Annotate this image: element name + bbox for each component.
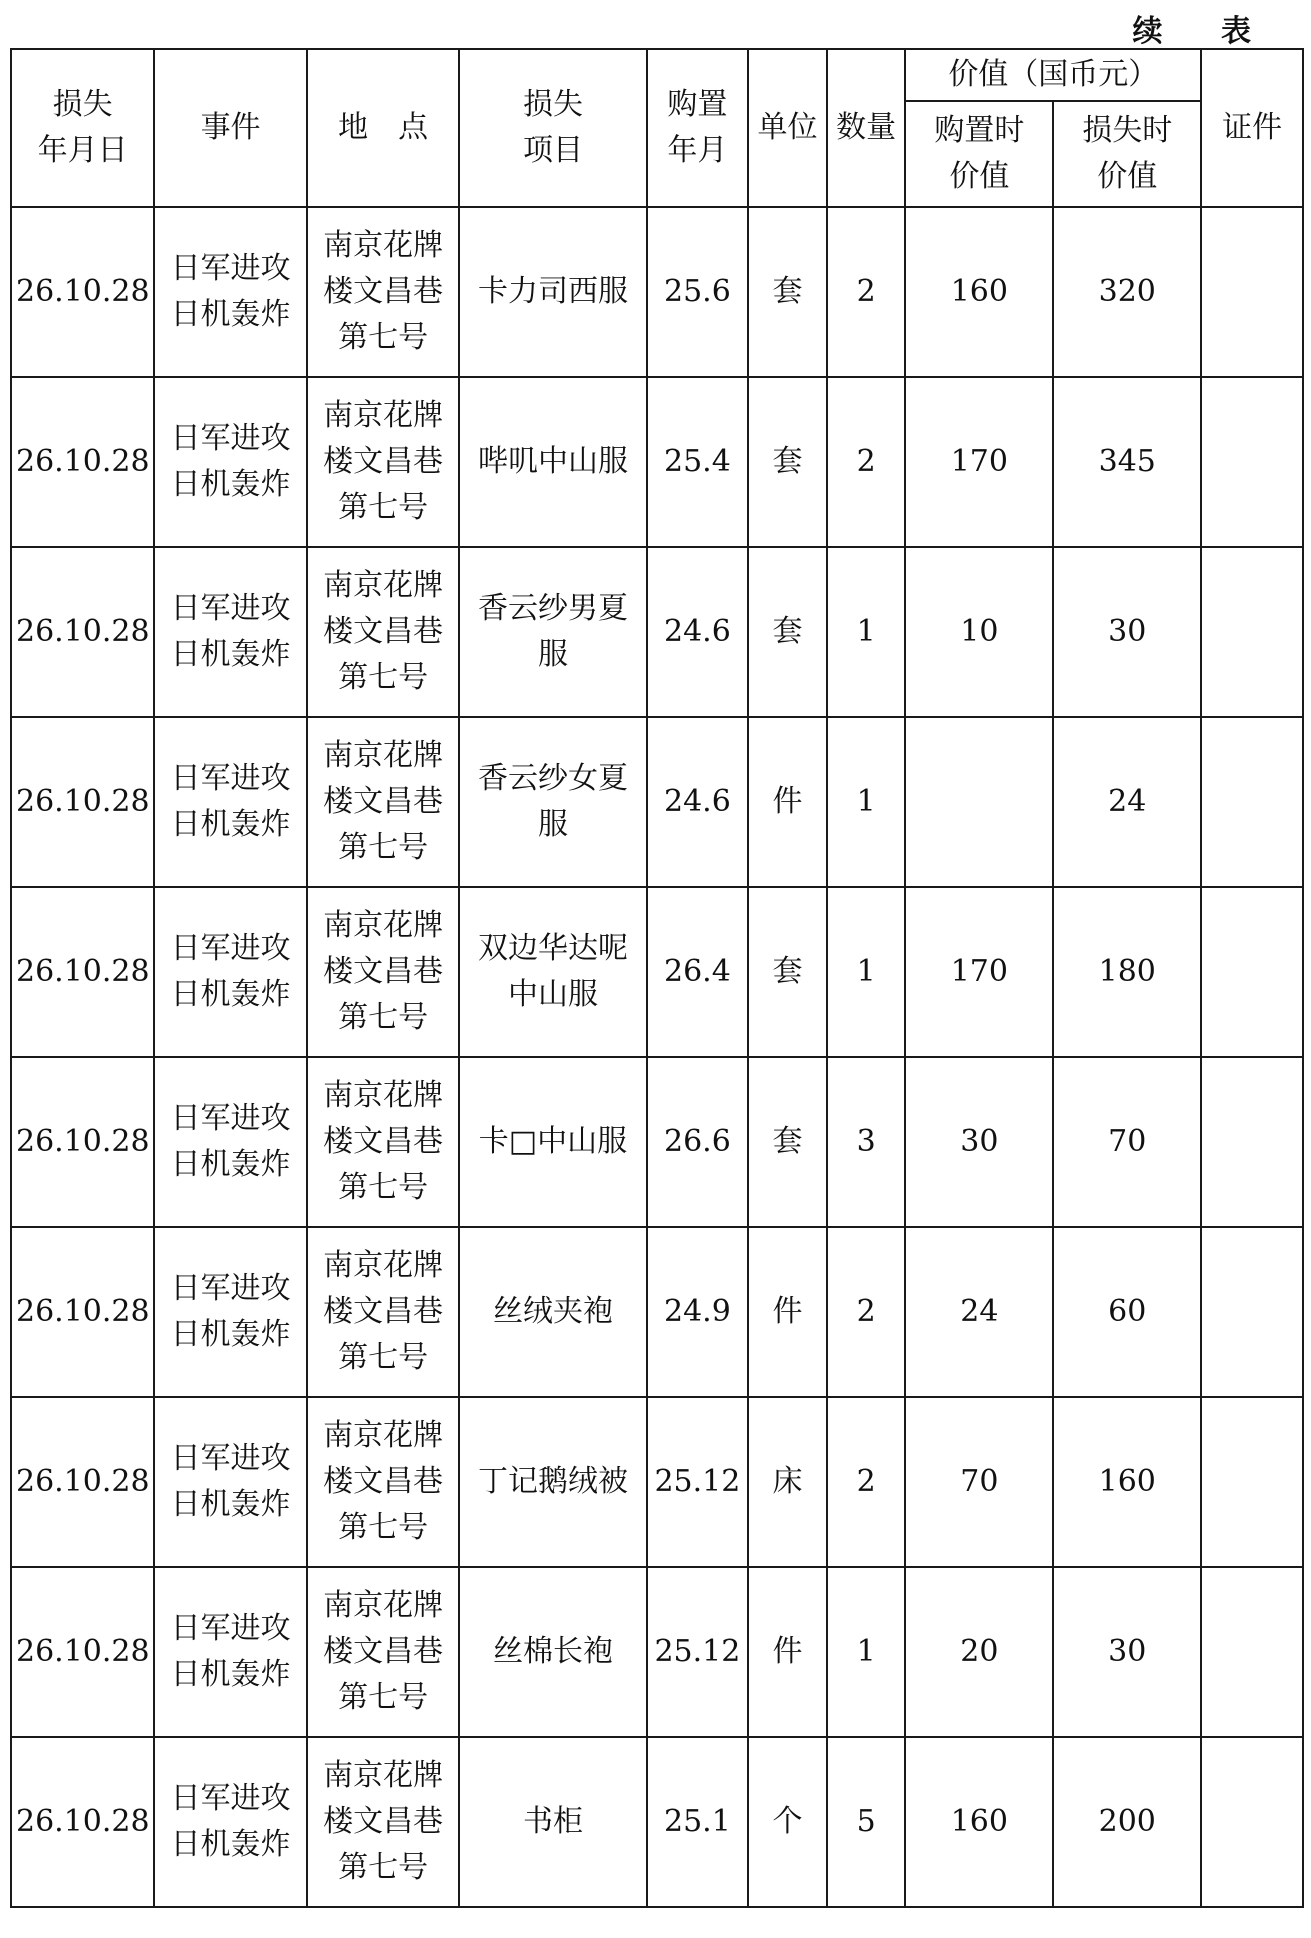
proof-cell [1201, 207, 1303, 377]
value-at-purchase-cell: 24 [905, 1227, 1053, 1397]
event-line: 日机轰炸 [170, 1317, 291, 1352]
value-at-loss-cell: 30 [1053, 1567, 1201, 1737]
quantity-cell: 2 [827, 1227, 906, 1397]
table-row [11, 207, 1303, 377]
place-line: 第七号 [338, 830, 429, 865]
purchase-date-cell: 25.4 [647, 377, 749, 547]
event-cell [154, 1057, 307, 1227]
place-line: 第七号 [338, 1170, 429, 1205]
event-cell [154, 1397, 307, 1567]
place-cell [307, 207, 460, 377]
event-line: 日机轰炸 [170, 637, 291, 672]
place-cell [307, 887, 460, 1057]
header-quantity: 数量 [827, 49, 906, 207]
table-row [11, 1057, 1303, 1227]
event-line: 日军进攻 [170, 931, 291, 966]
table-row [11, 1737, 1303, 1907]
value-at-purchase-cell: 170 [905, 887, 1053, 1057]
item-line: 卡力司西服 [477, 274, 628, 309]
value-at-purchase-cell: 160 [905, 1737, 1053, 1907]
event-line: 日机轰炸 [170, 977, 291, 1012]
loss-item-cell [459, 1057, 646, 1227]
place-line: 楼文昌巷 [323, 784, 444, 819]
quantity-cell: 1 [827, 1567, 906, 1737]
item-line: 哔叽中山服 [477, 444, 628, 479]
table-row [11, 377, 1303, 547]
event-line: 日军进攻 [170, 1781, 291, 1816]
header-unit: 单位 [748, 49, 827, 207]
quantity-cell: 1 [827, 547, 906, 717]
item-line: 中山服 [507, 977, 598, 1012]
quantity-cell: 5 [827, 1737, 906, 1907]
place-line: 南京花牌 [323, 568, 444, 603]
table-row [11, 547, 1303, 717]
purchase-date-cell: 25.12 [647, 1567, 749, 1737]
event-cell [154, 1227, 307, 1397]
place-cell [307, 377, 460, 547]
event-line: 日军进攻 [170, 1271, 291, 1306]
place-cell [307, 1227, 460, 1397]
value-at-loss-cell: 60 [1053, 1227, 1201, 1397]
event-cell [154, 1567, 307, 1737]
event-line: 日机轰炸 [170, 467, 291, 502]
loss-date-cell: 26.10.28 [11, 1567, 154, 1737]
value-at-loss-cell: 320 [1053, 207, 1201, 377]
item-line: 卡□中山服 [478, 1124, 628, 1159]
event-line: 日机轰炸 [170, 1147, 291, 1182]
loss-item-cell [459, 1397, 646, 1567]
item-line: 服 [537, 637, 568, 672]
place-cell [307, 1057, 460, 1227]
event-cell [154, 887, 307, 1057]
place-line: 第七号 [338, 320, 429, 355]
quantity-cell: 3 [827, 1057, 906, 1227]
loss-item-cell [459, 377, 646, 547]
header-place: 地 点 [307, 49, 460, 207]
item-line: 双边华达呢 [477, 931, 628, 966]
place-cell [307, 1737, 460, 1907]
unit-cell: 件 [748, 1227, 827, 1397]
event-line: 日军进攻 [170, 421, 291, 456]
place-line: 楼文昌巷 [323, 1294, 444, 1329]
item-line: 香云纱女夏 [477, 761, 628, 796]
place-line: 楼文昌巷 [323, 1804, 444, 1839]
header-event: 事件 [154, 49, 307, 207]
event-cell [154, 1737, 307, 1907]
value-at-purchase-cell: 70 [905, 1397, 1053, 1567]
place-line: 楼文昌巷 [323, 274, 444, 309]
header-purchase-date: 购置 年月 [647, 49, 749, 207]
loss-date-cell: 26.10.28 [11, 377, 154, 547]
place-line: 楼文昌巷 [323, 1464, 444, 1499]
event-line: 日机轰炸 [170, 807, 291, 842]
place-line: 南京花牌 [323, 398, 444, 433]
loss-date-cell: 26.10.28 [11, 887, 154, 1057]
place-line: 南京花牌 [323, 1758, 444, 1793]
purchase-date-cell: 25.6 [647, 207, 749, 377]
header-loss-date: 损失 年月日 [11, 49, 154, 207]
event-line: 日机轰炸 [170, 1657, 291, 1692]
loss-item-cell [459, 1227, 646, 1397]
quantity-cell: 1 [827, 717, 906, 887]
item-line: 丝绒夹袍 [492, 1294, 613, 1329]
loss-item-cell [459, 717, 646, 887]
place-line: 第七号 [338, 1510, 429, 1545]
table-header [11, 49, 1303, 207]
event-line: 日机轰炸 [170, 1487, 291, 1522]
place-line: 楼文昌巷 [323, 614, 444, 649]
place-line: 第七号 [338, 1680, 429, 1715]
event-line: 日军进攻 [170, 251, 291, 286]
place-cell [307, 717, 460, 887]
value-at-loss-cell: 200 [1053, 1737, 1201, 1907]
loss-date-cell: 26.10.28 [11, 1737, 154, 1907]
place-line: 南京花牌 [323, 908, 444, 943]
unit-cell: 套 [748, 377, 827, 547]
place-cell [307, 547, 460, 717]
place-line: 第七号 [338, 660, 429, 695]
place-line: 第七号 [338, 490, 429, 525]
value-at-purchase-cell: 170 [905, 377, 1053, 547]
value-at-loss-cell: 24 [1053, 717, 1201, 887]
event-line: 日机轰炸 [170, 1827, 291, 1862]
continued-table-note: 续 表 [1132, 14, 1275, 49]
place-cell [307, 1397, 460, 1567]
value-at-loss-cell: 160 [1053, 1397, 1201, 1567]
header-value-at-purchase: 购置时 价值 [905, 101, 1053, 207]
value-at-purchase-cell: 20 [905, 1567, 1053, 1737]
loss-table [10, 48, 1304, 1908]
value-at-loss-cell: 30 [1053, 547, 1201, 717]
purchase-date-cell: 24.6 [647, 717, 749, 887]
purchase-date-cell: 24.9 [647, 1227, 749, 1397]
event-line: 日军进攻 [170, 591, 291, 626]
table-row [11, 887, 1303, 1057]
place-line: 南京花牌 [323, 228, 444, 263]
quantity-cell: 2 [827, 1397, 906, 1567]
proof-cell [1201, 377, 1303, 547]
loss-date-cell: 26.10.28 [11, 717, 154, 887]
place-line: 南京花牌 [323, 1418, 444, 1453]
event-cell [154, 547, 307, 717]
item-line: 书柜 [522, 1804, 583, 1839]
table-row [11, 1567, 1303, 1737]
unit-cell: 个 [748, 1737, 827, 1907]
table-row [11, 1227, 1303, 1397]
unit-cell: 套 [748, 547, 827, 717]
proof-cell [1201, 1737, 1303, 1907]
value-at-purchase-cell [905, 717, 1053, 887]
proof-cell [1201, 887, 1303, 1057]
proof-cell [1201, 717, 1303, 887]
unit-cell: 套 [748, 207, 827, 377]
loss-item-cell [459, 887, 646, 1057]
value-at-purchase-cell: 160 [905, 207, 1053, 377]
value-at-loss-cell: 70 [1053, 1057, 1201, 1227]
event-cell [154, 377, 307, 547]
value-at-loss-cell: 345 [1053, 377, 1201, 547]
loss-date-cell: 26.10.28 [11, 1227, 154, 1397]
unit-cell: 套 [748, 887, 827, 1057]
place-line: 第七号 [338, 1850, 429, 1885]
place-cell [307, 1567, 460, 1737]
unit-cell: 件 [748, 1567, 827, 1737]
item-line: 服 [537, 807, 568, 842]
purchase-date-cell: 25.1 [647, 1737, 749, 1907]
place-line: 楼文昌巷 [323, 954, 444, 989]
purchase-date-cell: 26.6 [647, 1057, 749, 1227]
place-line: 第七号 [338, 1000, 429, 1035]
unit-cell: 床 [748, 1397, 827, 1567]
header-value-group: 价值（国币元） [905, 49, 1201, 101]
loss-item-cell [459, 207, 646, 377]
event-line: 日机轰炸 [170, 297, 291, 332]
loss-date-cell: 26.10.28 [11, 547, 154, 717]
table-row [11, 717, 1303, 887]
loss-item-cell [459, 1737, 646, 1907]
proof-cell [1201, 1227, 1303, 1397]
place-line: 南京花牌 [323, 1248, 444, 1283]
loss-date-cell: 26.10.28 [11, 1397, 154, 1567]
event-line: 日军进攻 [170, 1441, 291, 1476]
header-value-at-loss: 损失时 价值 [1053, 101, 1201, 207]
place-line: 楼文昌巷 [323, 1124, 444, 1159]
item-line: 香云纱男夏 [477, 591, 628, 626]
item-line: 丝棉长袍 [492, 1634, 613, 1669]
purchase-date-cell: 24.6 [647, 547, 749, 717]
quantity-cell: 2 [827, 207, 906, 377]
event-cell [154, 717, 307, 887]
value-at-purchase-cell: 30 [905, 1057, 1053, 1227]
quantity-cell: 1 [827, 887, 906, 1057]
unit-cell: 件 [748, 717, 827, 887]
proof-cell [1201, 1057, 1303, 1227]
place-line: 第七号 [338, 1340, 429, 1375]
quantity-cell: 2 [827, 377, 906, 547]
header-proof: 证件 [1201, 49, 1303, 207]
loss-item-cell [459, 1567, 646, 1737]
event-line: 日军进攻 [170, 761, 291, 796]
table-row [11, 1397, 1303, 1567]
event-cell [154, 207, 307, 377]
value-at-loss-cell: 180 [1053, 887, 1201, 1057]
value-at-purchase-cell: 10 [905, 547, 1053, 717]
place-line: 南京花牌 [323, 738, 444, 773]
loss-date-cell: 26.10.28 [11, 1057, 154, 1227]
table-body [11, 207, 1303, 1907]
event-line: 日军进攻 [170, 1101, 291, 1136]
header-loss-item: 损失 项目 [459, 49, 646, 207]
place-line: 南京花牌 [323, 1588, 444, 1623]
place-line: 南京花牌 [323, 1078, 444, 1113]
item-line: 丁记鹅绒被 [477, 1464, 628, 1499]
event-line: 日军进攻 [170, 1611, 291, 1646]
proof-cell [1201, 1567, 1303, 1737]
purchase-date-cell: 26.4 [647, 887, 749, 1057]
purchase-date-cell: 25.12 [647, 1397, 749, 1567]
proof-cell [1201, 1397, 1303, 1567]
loss-item-cell [459, 547, 646, 717]
place-line: 楼文昌巷 [323, 444, 444, 479]
unit-cell: 套 [748, 1057, 827, 1227]
proof-cell [1201, 547, 1303, 717]
loss-date-cell: 26.10.28 [11, 207, 154, 377]
place-line: 楼文昌巷 [323, 1634, 444, 1669]
